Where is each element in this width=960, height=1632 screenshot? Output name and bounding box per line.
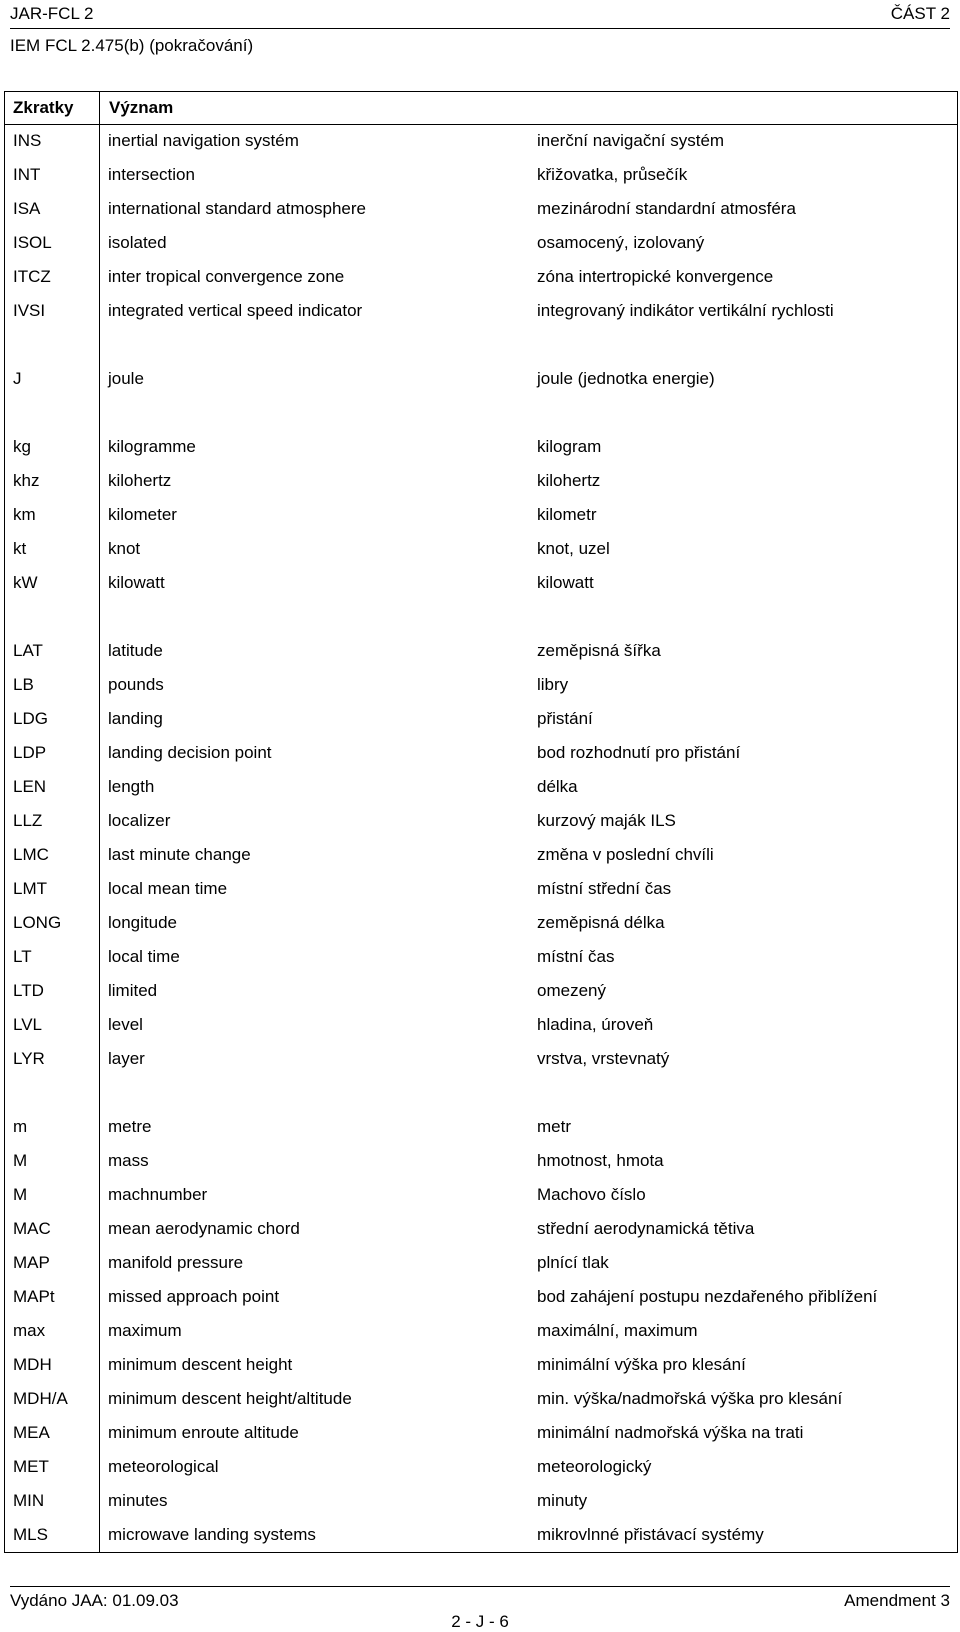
english-term-cell: longitude [108,913,178,932]
english-term-cell: kilogramme [108,437,196,456]
czech-term-cell: změna v poslední chvíli [537,845,714,864]
czech-term-cell: křižovatka, průsečík [537,165,688,184]
abbreviation-cell: km [13,505,36,524]
table-row [5,125,957,159]
czech-term-cell: minuty [537,1491,588,1510]
english-term-cell: local time [108,947,180,966]
footer-rule [10,1586,950,1587]
english-term-cell: mass [108,1151,149,1170]
english-term-cell: kilometer [108,505,177,524]
czech-term-cell: joule (jednotka energie) [537,369,715,388]
czech-term-cell: bod zahájení postupu nezdařeného přiblížení [537,1287,878,1306]
section-subtitle: IEM FCL 2.475(b) (pokračování) [10,36,254,55]
abbreviation-cell: MEA [13,1423,50,1442]
table-row [5,329,957,363]
table-row [5,1383,957,1417]
czech-term-cell: meteorologický [537,1457,652,1476]
table-row [5,1111,957,1145]
abbreviation-cell: LLZ [13,811,43,830]
abbreviation-cell: m [13,1117,28,1136]
english-term-cell: machnumber [108,1185,208,1204]
english-term-cell: knot [108,539,141,558]
english-term-cell: local mean time [108,879,228,898]
abbreviation-cell: MAC [13,1219,51,1238]
table-row [5,737,957,771]
czech-term-cell: délka [537,777,578,796]
abbreviation-cell: LYR [13,1049,45,1068]
footer-amendment: Amendment 3 [844,1591,950,1610]
table-row [5,1485,957,1519]
table-row [5,533,957,567]
abbreviation-cell: LDP [13,743,47,762]
table-row [5,1247,957,1281]
english-term-cell: integrated vertical speed indicator [108,301,363,320]
english-term-cell: landing decision point [108,743,272,762]
english-term-cell: minimum descent height [108,1355,293,1374]
table-header [5,92,957,125]
abbreviation-cell: max [13,1321,46,1340]
table-row [5,703,957,737]
czech-term-cell: plnící tlak [537,1253,609,1272]
abbreviation-cell: LMC [13,845,49,864]
czech-term-cell: maximální, maximum [537,1321,698,1340]
english-term-cell: length [108,777,155,796]
czech-term-cell: minimální nadmořská výška na trati [537,1423,804,1442]
english-term-cell: inertial navigation systém [108,131,299,150]
page-number: 2 - J - 6 [451,1612,509,1631]
english-term-cell: intersection [108,165,195,184]
czech-term-cell: osamocený, izolovaný [537,233,705,252]
english-term-cell: meteorological [108,1457,219,1476]
english-term-cell: pounds [108,675,164,694]
english-term-cell: isolated [108,233,167,252]
abbreviation-cell: MAP [13,1253,50,1272]
english-term-cell: minutes [108,1491,168,1510]
table-row [5,193,957,227]
czech-term-cell: inerční navigační systém [537,131,725,150]
abbreviation-cell: ITCZ [13,267,51,286]
english-term-cell: international standard atmosphere [108,199,366,218]
english-term-cell: metre [108,1117,152,1136]
abbreviation-cell: MDH [13,1355,52,1374]
english-term-cell: kilowatt [108,573,165,592]
table-row [5,1009,957,1043]
table-row [5,873,957,907]
abbreviation-cell: J [13,369,22,388]
czech-term-cell: hladina, úroveň [537,1015,654,1034]
czech-term-cell: Machovo číslo [537,1185,646,1204]
footer-issued: Vydáno JAA: 01.09.03 [10,1591,179,1610]
abbreviations-table [4,91,958,1553]
page-header-right: ČÁST 2 [890,4,950,23]
table-row [5,805,957,839]
czech-term-cell: kilohertz [537,471,601,490]
czech-term-cell: min. výška/nadmořská výška pro klesání [537,1389,843,1408]
abbreviation-cell: kW [13,573,38,592]
abbreviation-cell: MIN [13,1491,45,1510]
table-row [5,363,957,397]
czech-term-cell: hmotnost, hmota [537,1151,664,1170]
abbreviation-cell: INS [13,131,42,150]
czech-term-cell: vrstva, vrstevnatý [537,1049,670,1068]
czech-term-cell: minimální výška pro klesání [537,1355,746,1374]
czech-term-cell: kilometr [537,505,597,524]
table-row [5,771,957,805]
table-row [5,1179,957,1213]
table-row [5,941,957,975]
english-term-cell: microwave landing systems [108,1525,316,1544]
abbreviation-cell: LB [13,675,34,694]
abbreviation-cell: LVL [13,1015,42,1034]
english-term-cell: missed approach point [108,1287,280,1306]
czech-term-cell: přistání [537,709,593,728]
table-row [5,907,957,941]
table-row [5,601,957,635]
abbreviation-cell: M [13,1151,28,1170]
english-term-cell: localizer [108,811,171,830]
abbreviation-cell: LTD [13,981,44,1000]
table-row [5,635,957,669]
table-row [5,397,957,431]
table-row [5,295,957,329]
czech-term-cell: bod rozhodnutí pro přistání [537,743,741,762]
table-row [5,499,957,533]
english-term-cell: latitude [108,641,163,660]
table-row [5,567,957,601]
english-term-cell: minimum descent height/altitude [108,1389,352,1408]
abbreviation-cell: LAT [13,641,43,660]
header-abbreviations: Zkratky [13,98,74,117]
page-header-left: JAR-FCL 2 [10,4,94,23]
english-term-cell: minimum enroute altitude [108,1423,299,1442]
czech-term-cell: místní čas [537,947,615,966]
czech-term-cell: zeměpisná šířka [537,641,661,660]
table-row [5,1077,957,1111]
czech-term-cell: knot, uzel [537,539,610,558]
table-row [5,159,957,193]
english-term-cell: last minute change [108,845,251,864]
table-row [5,1417,957,1451]
czech-term-cell: mezinárodní standardní atmosféra [537,199,796,218]
table-row [5,1315,957,1349]
abbreviation-cell: MAPt [13,1287,55,1306]
abbreviation-cell: INT [13,165,41,184]
english-term-cell: layer [108,1049,145,1068]
czech-term-cell: mikrovlnné přistávací systémy [537,1525,764,1544]
czech-term-cell: libry [537,675,569,694]
english-term-cell: manifold pressure [108,1253,244,1272]
abbreviation-cell: LT [13,947,32,966]
table-row [5,839,957,873]
english-term-cell: level [108,1015,143,1034]
english-term-cell: kilohertz [108,471,172,490]
czech-term-cell: metr [537,1117,571,1136]
abbreviation-cell: MET [13,1457,49,1476]
table-row [5,1519,957,1553]
table-row [5,1213,957,1247]
abbreviation-cell: LONG [13,913,62,932]
czech-term-cell: kilowatt [537,573,594,592]
abbreviation-cell: LMT [13,879,47,898]
english-term-cell: landing [108,709,163,728]
czech-term-cell: integrovaný indikátor vertikální rychlosti [537,301,834,320]
english-term-cell: joule [108,369,144,388]
czech-term-cell: zeměpisná délka [537,913,665,932]
table-body [5,125,957,1553]
abbreviation-cell: MLS [13,1525,48,1544]
abbreviation-cell: M [13,1185,28,1204]
table-row [5,1349,957,1383]
header-meaning: Význam [109,98,174,117]
header-rule [10,28,950,29]
table-row [5,1043,957,1077]
abbreviation-cell: ISOL [13,233,52,252]
abbreviation-cell: IVSI [13,301,46,320]
table-row [5,669,957,703]
abbreviation-cell: LDG [13,709,48,728]
czech-term-cell: omezený [537,981,606,1000]
czech-term-cell: kurzový maják ILS [537,811,676,830]
table-row [5,431,957,465]
abbreviation-cell: khz [13,471,40,490]
table-row [5,975,957,1009]
english-term-cell: mean aerodynamic chord [108,1219,300,1238]
czech-term-cell: kilogram [537,437,602,456]
czech-term-cell: místní střední čas [537,879,672,898]
english-term-cell: maximum [108,1321,182,1340]
table-row [5,465,957,499]
table-row [5,1281,957,1315]
table-row [5,1451,957,1485]
abbreviation-cell: MDH/A [13,1389,68,1408]
abbreviation-cell: kt [13,539,27,558]
table-row [5,261,957,295]
abbreviation-cell: LEN [13,777,47,796]
table-row [5,227,957,261]
english-term-cell: limited [108,981,158,1000]
czech-term-cell: střední aerodynamická tětiva [537,1219,755,1238]
table-row [5,1145,957,1179]
abbreviation-cell: kg [13,437,31,456]
english-term-cell: inter tropical convergence zone [108,267,345,286]
czech-term-cell: zóna intertropické konvergence [537,267,774,286]
abbreviation-cell: ISA [13,199,41,218]
